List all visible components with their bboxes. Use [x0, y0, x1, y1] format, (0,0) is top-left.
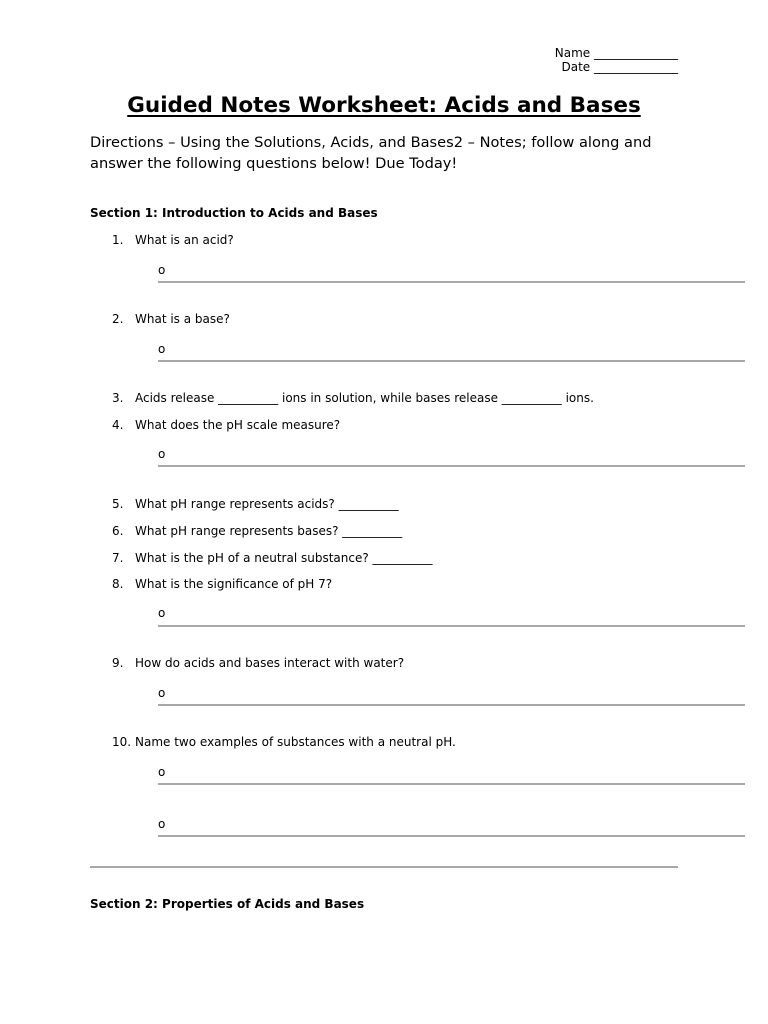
answer-bullet: o: [158, 342, 166, 356]
question-2: [112, 311, 230, 327]
question-number: 1.: [112, 233, 124, 247]
question-text: What is the pH of a neutral substance? __________: [135, 551, 433, 565]
question-3: [112, 390, 594, 406]
answer-line[interactable]: [158, 835, 745, 837]
answer-line[interactable]: [158, 465, 745, 467]
question-text: What does the pH scale measure?: [135, 418, 341, 432]
answer-bullet: o: [158, 263, 166, 277]
question-number: 5.: [112, 497, 124, 511]
question-number: 7.: [112, 551, 124, 565]
question-number: 8.: [112, 577, 124, 591]
question-5: [112, 496, 399, 512]
question-7: [112, 550, 433, 566]
question-10: [112, 734, 456, 750]
section-divider: [90, 866, 678, 868]
question-text: What is an acid?: [135, 233, 234, 247]
answer-bullet: o: [158, 765, 166, 779]
question-text: What pH range represents bases? __________: [135, 524, 403, 538]
question-number: 10.: [112, 735, 132, 749]
question-text: How do acids and bases interact with water?: [135, 656, 405, 670]
answer-line[interactable]: [158, 360, 745, 362]
question-number: 3.: [112, 391, 124, 405]
question-text: What pH range represents acids? __________: [135, 497, 399, 511]
name-field-label: Name ______________: [554, 46, 678, 60]
answer-line[interactable]: [158, 281, 745, 283]
question-number: 2.: [112, 312, 124, 326]
question-1: [112, 232, 234, 248]
answer-bullet: o: [158, 686, 166, 700]
question-number: 6.: [112, 524, 124, 538]
question-text: What is the significance of pH 7?: [135, 577, 333, 591]
question-8: [112, 576, 332, 592]
question-number: 4.: [112, 418, 124, 432]
question-text: Acids release __________ ions in solution, while bases release __________ ions.: [135, 391, 594, 405]
directions-text: Directions – Using the Solutions, Acids, and Bases2 – Notes; follow along and answer the following questions below! Due Today!: [90, 134, 652, 172]
answer-line[interactable]: [158, 704, 745, 706]
date-field-label: Date ______________: [561, 60, 678, 74]
question-9: [112, 655, 404, 671]
answer-bullet: o: [158, 606, 166, 620]
answer-bullet: o: [158, 817, 166, 831]
section-2-title: Section 2: Properties of Acids and Bases: [90, 897, 365, 911]
answer-line[interactable]: [158, 625, 745, 627]
question-6: [112, 523, 402, 539]
section-1-title: Section 1: Introduction to Acids and Bases: [90, 206, 378, 220]
answer-bullet: o: [158, 447, 166, 461]
question-text: What is a base?: [135, 312, 230, 326]
question-4: [112, 417, 340, 433]
worksheet-title: Guided Notes Worksheet: Acids and Bases: [127, 93, 641, 118]
answer-line[interactable]: [158, 783, 745, 785]
question-text: Name two examples of substances with a neutral pH.: [135, 735, 456, 749]
question-number: 9.: [112, 656, 124, 670]
